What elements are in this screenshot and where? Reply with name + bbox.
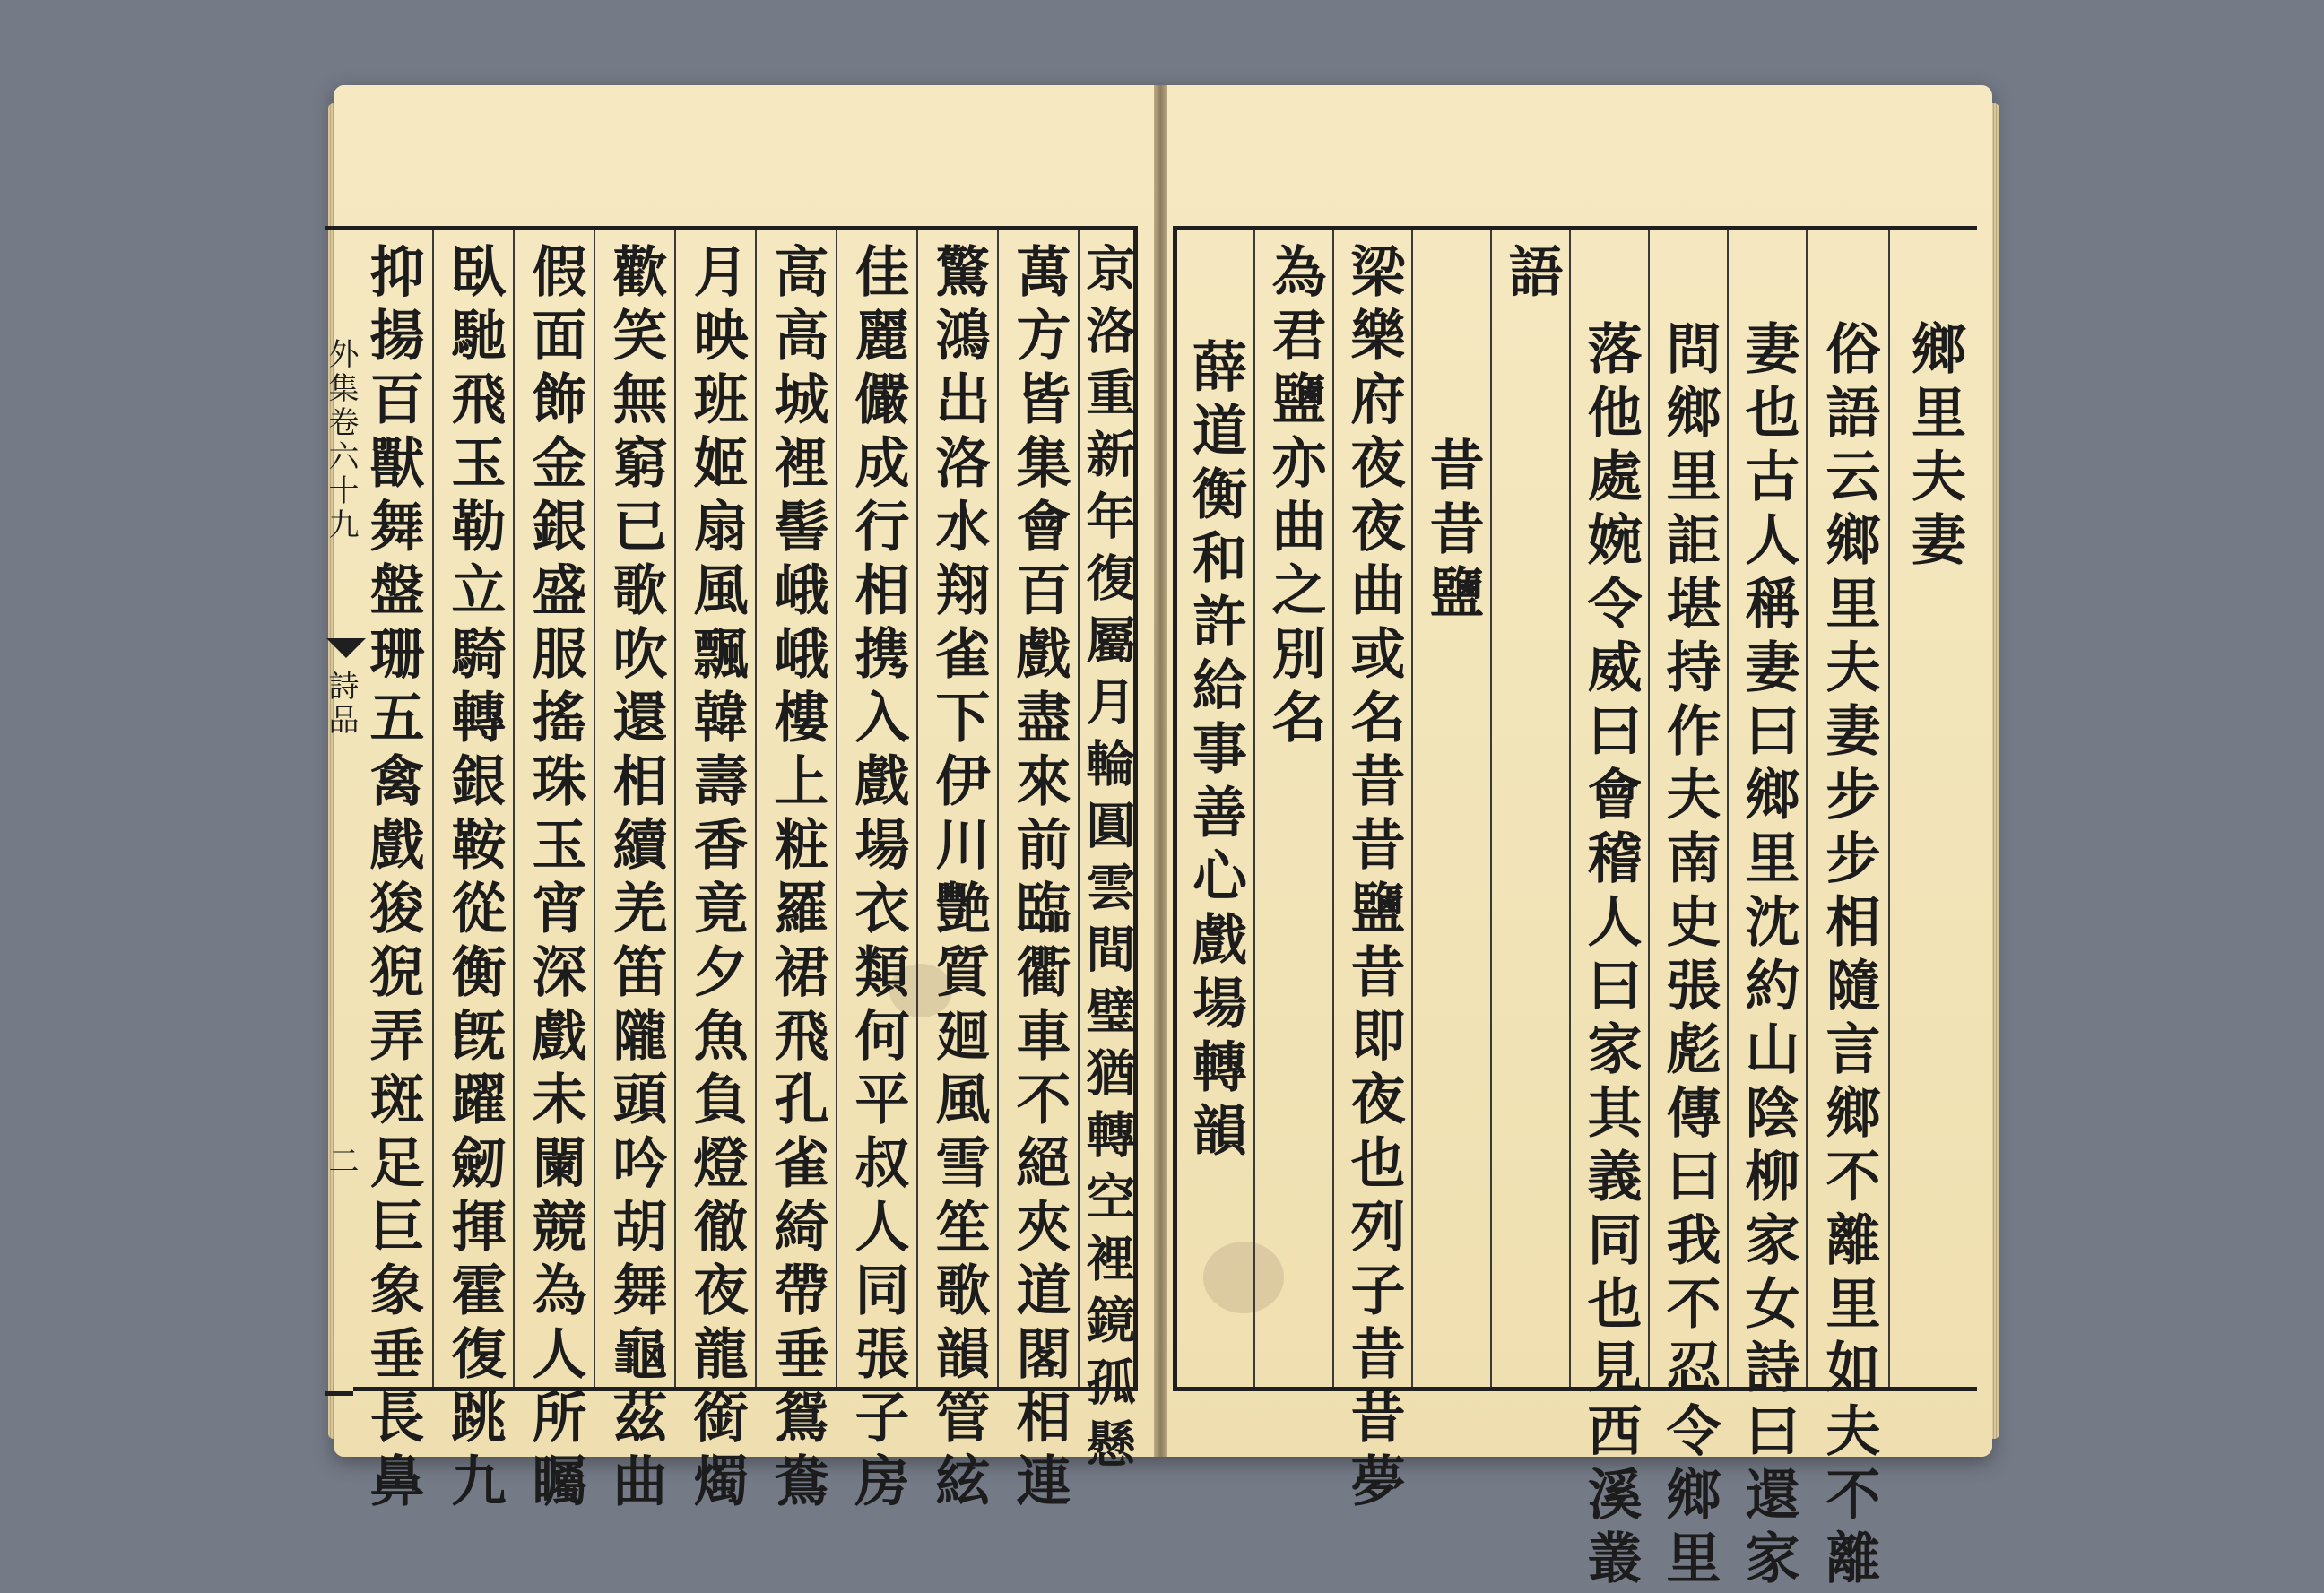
right-column-8-text: 梁樂府夜夜曲或名昔昔鹽昔即夜也列子昔昔夢 bbox=[1341, 243, 1406, 1516]
left-column-6 bbox=[674, 230, 757, 1516]
right-column-6-text: 語 bbox=[1499, 243, 1564, 307]
right-column-10 bbox=[1177, 230, 1253, 1387]
fishtail-mark bbox=[326, 638, 366, 658]
right-column-1 bbox=[1888, 230, 1979, 1387]
right-column-3 bbox=[1727, 230, 1808, 1593]
right-column-5 bbox=[1569, 230, 1650, 1593]
margin-section: 詩品 bbox=[323, 670, 359, 738]
left-column-5-text: 高高城裡髻峨峨樓上粧羅裙飛孔雀綺帶垂鴛鴦 bbox=[765, 243, 829, 1516]
right-column-2-text: 俗語云鄉里夫妻步步相隨言鄉不離里如夫不離 bbox=[1817, 320, 1881, 1593]
left-column-1-text: 京洛重新年復屬月輪圓雲間璧猶轉空裡鏡孤懸 bbox=[1078, 243, 1137, 1480]
margin-title: 外集卷六十九 bbox=[323, 338, 359, 542]
right-column-3-text: 妻也古人稱妻曰鄉里沈約山陰柳家女詩曰還家 bbox=[1736, 320, 1800, 1593]
right-column-2 bbox=[1806, 230, 1890, 1593]
left-column-9 bbox=[432, 230, 515, 1516]
left-column-3-text: 驚鴻出洛水翔雀下伊川艷質廻風雪笙歌韻管絃 bbox=[926, 243, 991, 1516]
margin-page-number: 二 bbox=[323, 1145, 359, 1181]
right-column-7 bbox=[1411, 230, 1492, 1387]
left-print-frame bbox=[353, 226, 1138, 1516]
right-page bbox=[1167, 85, 1992, 1593]
left-column-6-text: 月映班姬扇風飄韓壽香竟夕魚負燈徹夜龍銜燭 bbox=[684, 243, 749, 1516]
left-column-7 bbox=[594, 230, 676, 1516]
left-column-8 bbox=[513, 230, 595, 1516]
left-column-10-text: 抑揚百獸舞盤珊五禽戲狻猊弄斑足巨象垂長鼻 bbox=[360, 243, 425, 1516]
left-column-7-text: 歡笑無窮已歌吹還相續羌笛隴頭吟胡舞龜茲曲 bbox=[603, 243, 668, 1516]
right-column-10-text: 薛道衡和許給事善心戲場轉韻 bbox=[1184, 338, 1247, 1165]
left-column-2 bbox=[997, 230, 1080, 1516]
left-column-5 bbox=[755, 230, 837, 1516]
right-column-9-text: 為君鹽亦曲之別名 bbox=[1262, 243, 1327, 752]
left-column-1 bbox=[1078, 230, 1137, 1480]
left-page bbox=[323, 85, 1154, 1516]
right-print-frame bbox=[1173, 226, 1977, 1593]
right-column-6 bbox=[1490, 230, 1571, 1387]
open-book bbox=[323, 85, 1992, 1593]
left-column-2-text: 萬方皆集會百戲盡來前臨衢車不絕夾道閣相連 bbox=[1007, 243, 1071, 1516]
fold-strip bbox=[323, 226, 359, 1396]
right-column-8 bbox=[1332, 230, 1413, 1516]
right-column-1-text: 鄉里夫妻 bbox=[1903, 320, 1966, 575]
book-gutter bbox=[1154, 85, 1167, 1457]
left-column-4-text: 佳麗儼成行相携入戲場衣類何平叔人同張子房 bbox=[845, 243, 910, 1516]
right-column-7-text: 昔昔鹽 bbox=[1420, 437, 1485, 628]
left-column-9-text: 臥馳飛玉勒立騎轉銀鞍從衡旣躍劒揮霍復跳九 bbox=[442, 243, 507, 1516]
right-column-5-text: 落他處婉令威曰會稽人曰家其義同也見西溪叢 bbox=[1578, 320, 1643, 1593]
left-column-3 bbox=[916, 230, 999, 1516]
right-column-4 bbox=[1648, 230, 1729, 1593]
left-column-10 bbox=[353, 230, 432, 1516]
right-column-9 bbox=[1253, 230, 1334, 1387]
left-column-4 bbox=[836, 230, 918, 1516]
left-column-8-text: 假面飾金銀盛服搖珠玉宵深戲未闌競為人所矚 bbox=[523, 243, 587, 1516]
right-column-4-text: 問鄉里詎堪持作夫南史張彪傳曰我不忍令鄉里 bbox=[1657, 320, 1721, 1593]
